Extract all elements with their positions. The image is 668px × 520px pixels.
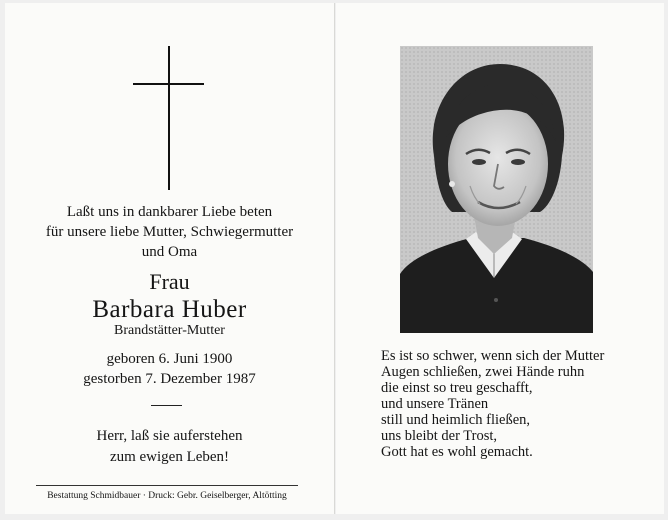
prayer-line: Laßt uns in dankbarer Liebe beten (66, 204, 273, 220)
poem (381, 348, 604, 460)
blessing-line: zum ewigen Leben! (109, 449, 230, 465)
poem-line: die einst so treu geschafft, (381, 380, 533, 396)
poem-line: Gott hat es wohl gemacht. (381, 444, 533, 460)
cross-icon-bar (133, 83, 204, 85)
memorial-card-left (5, 3, 334, 514)
deceased-name: Barbara Huber (92, 296, 247, 323)
prayer-line: für unsere liebe Mutter, Schwiegermutter (45, 224, 294, 240)
poem-line: und unsere Tränen (381, 396, 489, 412)
death-date: gestorben 7. Dezember 1987 (83, 371, 256, 387)
portrait-photo (400, 46, 593, 333)
house-name: Brandstätter-Mutter (114, 323, 225, 338)
prayer-text (5, 202, 334, 262)
divider (151, 405, 182, 406)
printer-credit: Bestattung Schmidbauer · Druck: Gebr. Geiselberger, Altötting (47, 491, 287, 501)
poem-line: still und heimlich fließen, (381, 412, 531, 428)
life-dates (5, 349, 334, 389)
portrait-icon (400, 46, 593, 333)
poem-line: uns bleibt der Trost, (381, 428, 498, 444)
poem-line: Augen schließen, zwei Hände ruhn (381, 364, 585, 380)
memorial-card-right (336, 3, 664, 514)
blessing-line: Herr, laß sie auferstehen (96, 428, 243, 444)
birth-date: geboren 6. Juni 1900 (106, 351, 233, 367)
footer-divider (36, 485, 298, 486)
prayer-line: und Oma (141, 244, 198, 260)
cross-icon (168, 46, 170, 190)
blessing-text (5, 426, 334, 468)
honorific-title: Frau (149, 269, 190, 294)
poem-line: Es ist so schwer, wenn sich der Mutter (381, 348, 605, 364)
